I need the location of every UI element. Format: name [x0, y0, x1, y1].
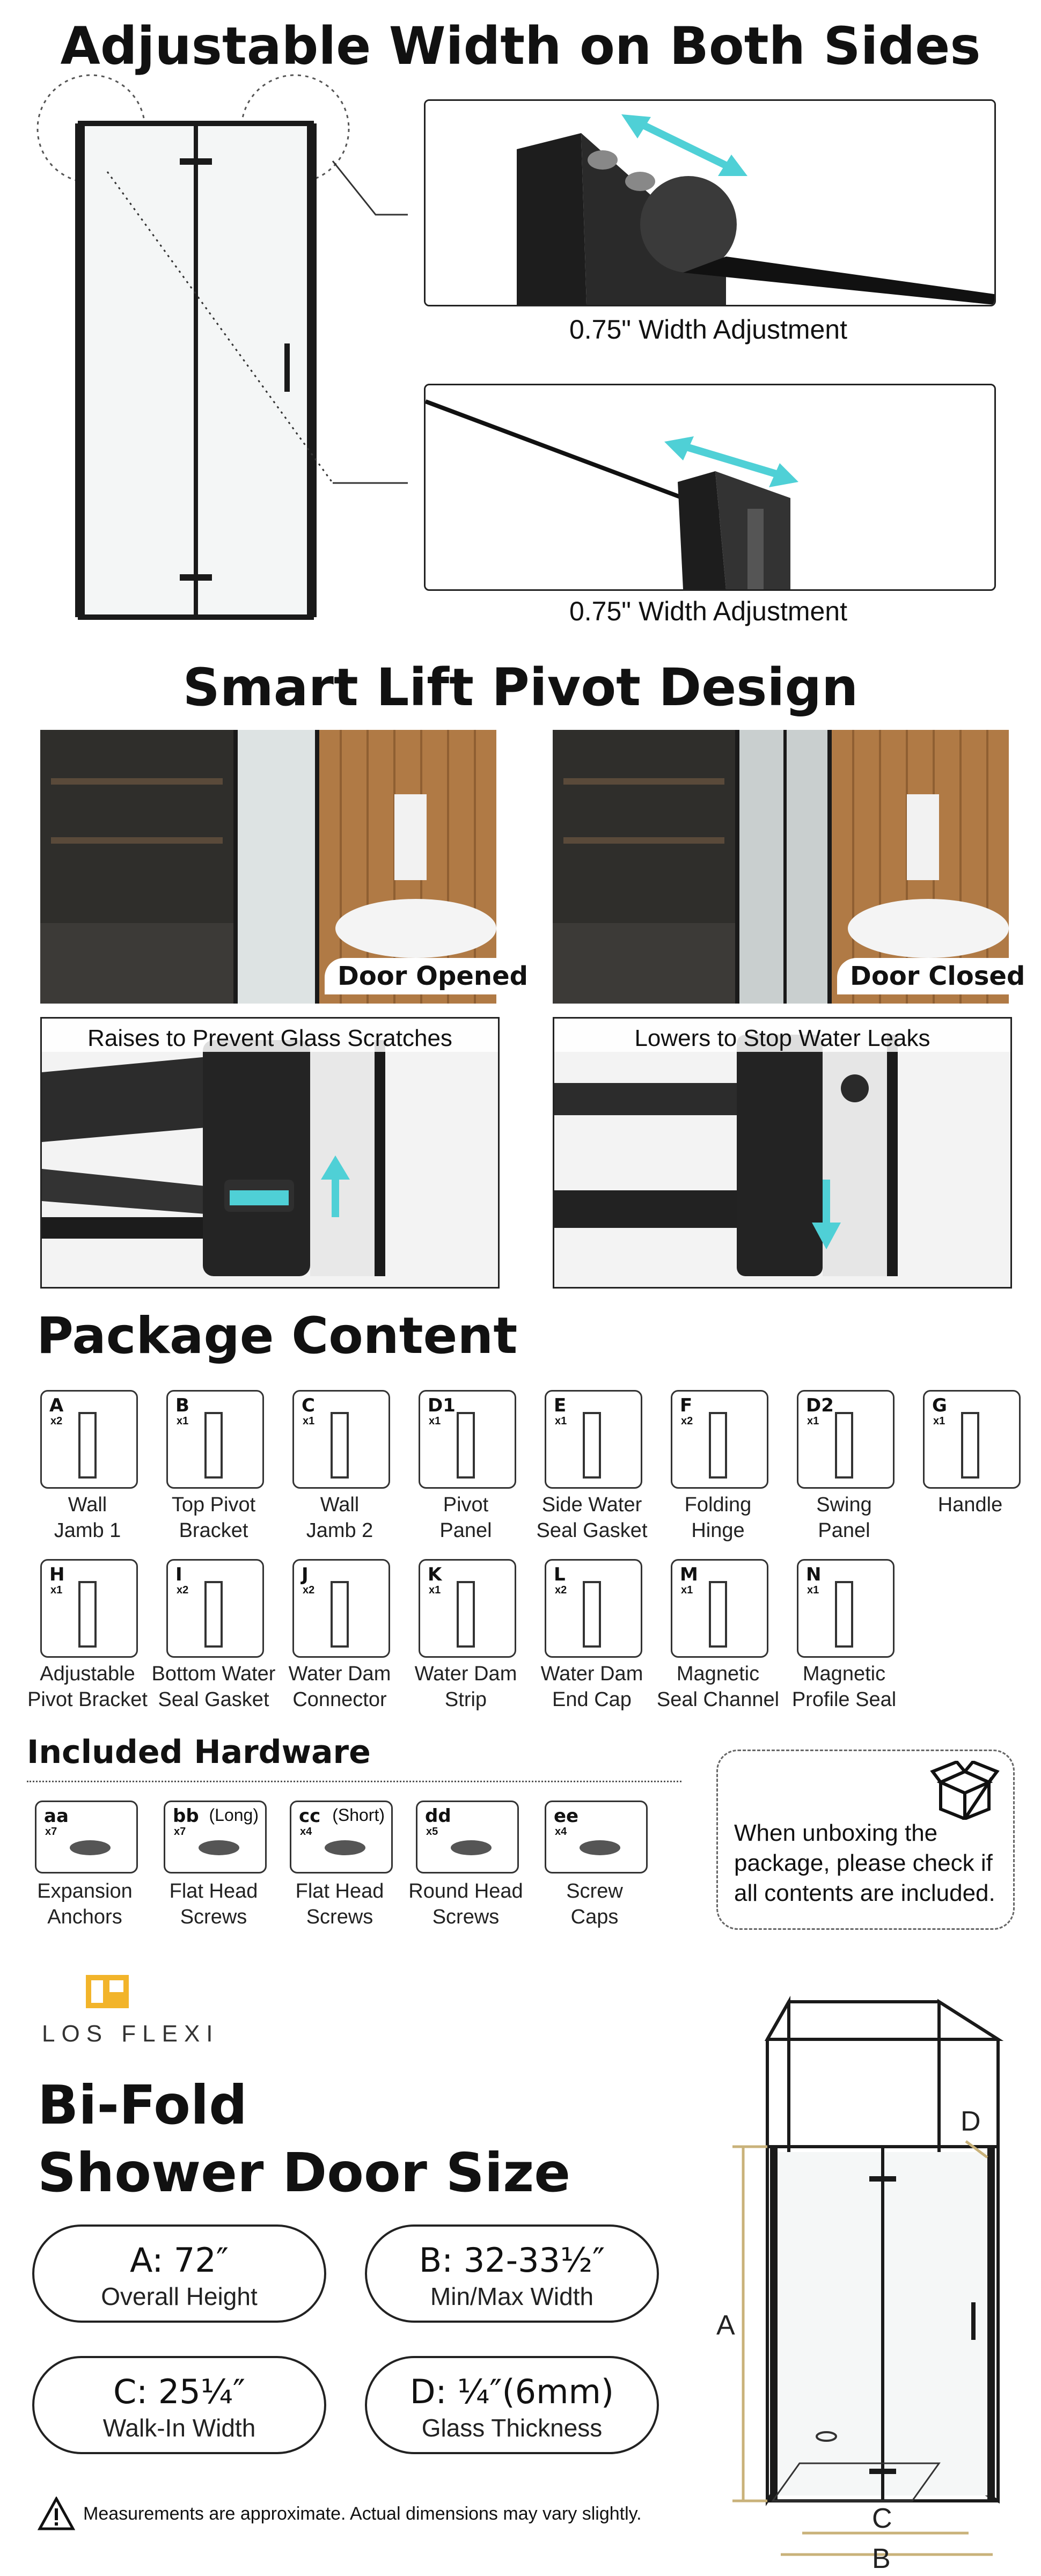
spec-pill	[32, 2224, 326, 2323]
spec-pill	[365, 2224, 659, 2323]
package-item-qty: x1	[807, 1584, 819, 1596]
spec-value: D: ¼″(6mm)	[409, 2372, 614, 2411]
package-part-icon	[420, 1561, 515, 1656]
package-part-icon	[42, 1561, 136, 1656]
package-item-code: G	[932, 1395, 947, 1416]
spec-label: Glass Thickness	[421, 2414, 603, 2442]
warning-icon	[38, 2497, 75, 2531]
package-part-icon	[168, 1392, 262, 1487]
package-item-qty: x1	[933, 1415, 945, 1427]
spec-label: Overall Height	[101, 2282, 258, 2310]
hardware-item-qty: x5	[426, 1826, 438, 1838]
hardware-item-note: (Long)	[209, 1805, 259, 1825]
spec-pill	[32, 2356, 326, 2454]
package-title: Package Content	[36, 1307, 518, 1365]
package-part-icon	[672, 1561, 767, 1656]
package-item-qty: x2	[50, 1415, 63, 1427]
spec-pill	[365, 2356, 659, 2454]
spec-label: Walk-In Width	[102, 2414, 256, 2442]
package-item-name: Top Pivot Bracket	[171, 1494, 256, 1542]
package-item-name: Folding Hinge	[684, 1494, 752, 1542]
hardware-item-code: ee	[554, 1805, 579, 1827]
package-item-name: Pivot Panel	[439, 1494, 492, 1542]
tag-door-closed: Door Closed	[837, 958, 1038, 994]
size-title-line2: Shower Door Size	[38, 2141, 571, 2204]
package-item-name: Wall Jamb 1	[54, 1494, 121, 1542]
hardware-item-code: aa	[44, 1805, 69, 1827]
spec-value: C: 25¼″	[113, 2372, 246, 2411]
package-item-n	[797, 1559, 895, 1658]
unboxing-note-text: When unboxing the package, please check if all contents are included.	[734, 1820, 995, 1906]
package-item-qty: x2	[555, 1584, 567, 1596]
package-item-b	[166, 1390, 264, 1489]
hardware-item-aa	[35, 1801, 138, 1874]
door-diagram-adjustable	[32, 64, 408, 644]
package-item-qty: x1	[177, 1415, 189, 1427]
package-item-code: B	[175, 1395, 189, 1416]
package-part-icon	[42, 1392, 136, 1487]
unboxing-note	[716, 1750, 1015, 1930]
package-item-name: Water Dam End Cap	[540, 1663, 643, 1711]
package-item-k	[419, 1559, 516, 1658]
zoom-bottom-jamb	[424, 384, 996, 591]
package-item-qty: x1	[555, 1415, 567, 1427]
package-item-code: J	[302, 1564, 309, 1585]
shower-size-diagram	[687, 1986, 1030, 2571]
package-part-icon	[798, 1561, 893, 1656]
brand-name: LOS FLEXI	[42, 2021, 219, 2047]
package-part-icon	[420, 1392, 515, 1487]
hardware-item-dd	[416, 1801, 519, 1874]
spec-value: A: 72″	[130, 2241, 229, 2280]
hardware-item-name: Round Head Screws	[408, 1880, 523, 1928]
package-item-name: Handle	[937, 1494, 1003, 1516]
package-item-name: Bottom Water Seal Gasket	[151, 1663, 276, 1711]
dim-label-d: D	[961, 2106, 981, 2137]
hardware-divider	[27, 1781, 681, 1782]
zoom-top-jamb	[424, 99, 996, 306]
package-item-code: D2	[806, 1395, 834, 1416]
hardware-item-code: cc	[299, 1805, 321, 1827]
package-item-name: Swing Panel	[816, 1494, 872, 1542]
hardware-item-qty: x7	[174, 1826, 186, 1838]
section1-title: Adjustable Width on Both Sides	[60, 16, 981, 76]
package-item-qty: x1	[807, 1415, 819, 1427]
size-title-line1: Bi-Fold	[38, 2074, 247, 2136]
package-item-code: C	[302, 1395, 315, 1416]
package-item-code: F	[680, 1395, 693, 1416]
dim-label-b: B	[872, 2543, 891, 2571]
package-item-code: A	[49, 1395, 64, 1416]
package-item-code: E	[554, 1395, 567, 1416]
hardware-item-cc	[290, 1801, 393, 1874]
package-item-f	[671, 1390, 768, 1489]
hardware-item-code: dd	[425, 1805, 451, 1827]
zoom-pivot-raise	[40, 1017, 500, 1289]
package-item-qty: x1	[303, 1415, 315, 1427]
zoom-left-label: Raises to Prevent Glass Scratches	[42, 1019, 498, 1052]
hardware-part-icon	[417, 1802, 517, 1872]
package-item-a	[40, 1390, 138, 1489]
package-item-qty: x1	[429, 1584, 441, 1596]
hardware-item-name: Screw Caps	[566, 1880, 623, 1928]
zoom-right-label: Lowers to Stop Water Leaks	[554, 1019, 1010, 1052]
package-item-j	[292, 1559, 390, 1658]
package-item-qty: x1	[429, 1415, 441, 1427]
caption-top: 0.75" Width Adjustment	[569, 314, 848, 345]
brand-logo-icon	[86, 1975, 140, 2018]
hardware-item-bb	[164, 1801, 267, 1874]
package-item-name: Magnetic Profile Seal	[791, 1663, 897, 1711]
package-part-icon	[294, 1561, 388, 1656]
dim-label-a: A	[716, 2310, 735, 2341]
package-item-qty: x2	[177, 1584, 189, 1596]
spec-label: Min/Max Width	[430, 2282, 594, 2310]
package-item-code: K	[428, 1564, 442, 1585]
hardware-item-note: (Short)	[332, 1805, 385, 1825]
package-item-qty: x1	[681, 1584, 693, 1596]
hardware-item-qty: x4	[555, 1826, 567, 1838]
package-item-code: D1	[428, 1395, 456, 1416]
package-item-code: L	[554, 1564, 566, 1585]
hardware-part-icon	[546, 1802, 646, 1872]
hardware-item-name: Flat Head Screws	[295, 1880, 384, 1928]
box-icon	[930, 1761, 1000, 1820]
package-item-name: Water Dam Connector	[288, 1663, 391, 1711]
zoom-pivot-lower	[553, 1017, 1012, 1289]
disclaimer-text: Measurements are approximate. Actual dimensions may vary slightly.	[83, 2504, 642, 2524]
package-item-g	[923, 1390, 1021, 1489]
package-part-icon	[798, 1392, 893, 1487]
spec-value: B: 32-33½″	[419, 2241, 605, 2280]
hardware-item-code: bb	[173, 1805, 199, 1827]
package-part-icon	[546, 1561, 641, 1656]
package-item-qty: x2	[303, 1584, 315, 1596]
package-item-h	[40, 1559, 138, 1658]
package-item-qty: x1	[50, 1584, 63, 1596]
package-item-code: N	[806, 1564, 822, 1585]
package-item-m	[671, 1559, 768, 1658]
package-part-icon	[672, 1392, 767, 1487]
package-item-name: Water Dam Strip	[414, 1663, 517, 1711]
package-item-e	[545, 1390, 642, 1489]
caption-bottom: 0.75" Width Adjustment	[569, 596, 848, 626]
hardware-title: Included Hardware	[27, 1733, 371, 1771]
package-part-icon	[168, 1561, 262, 1656]
package-item-qty: x2	[681, 1415, 693, 1427]
hardware-part-icon	[36, 1802, 136, 1872]
package-part-icon	[925, 1392, 1019, 1487]
package-item-d2	[797, 1390, 895, 1489]
package-item-code: M	[680, 1564, 698, 1585]
package-item-code: H	[49, 1564, 65, 1585]
package-item-name: Adjustable Pivot Bracket	[27, 1663, 148, 1711]
hardware-item-qty: x4	[300, 1826, 312, 1838]
package-item-name: Wall Jamb 2	[306, 1494, 373, 1542]
package-item-d1	[419, 1390, 516, 1489]
package-item-name: Magnetic Seal Channel	[656, 1663, 780, 1711]
section2-title: Smart Lift Pivot Design	[182, 657, 859, 718]
package-item-i	[166, 1559, 264, 1658]
tag-door-opened: Door Opened	[325, 958, 541, 994]
hardware-item-name: Flat Head Screws	[169, 1880, 258, 1928]
package-part-icon	[294, 1392, 388, 1487]
hardware-part-icon	[291, 1802, 391, 1872]
dim-label-c: C	[872, 2503, 892, 2534]
package-item-c	[292, 1390, 390, 1489]
size-title	[38, 2072, 570, 2207]
hardware-part-icon	[165, 1802, 265, 1872]
package-part-icon	[546, 1392, 641, 1487]
package-item-name: Side Water Seal Gasket	[536, 1494, 648, 1542]
hardware-item-qty: x7	[45, 1826, 57, 1838]
package-item-l	[545, 1559, 642, 1658]
package-item-code: I	[175, 1564, 182, 1585]
hardware-item-ee	[545, 1801, 648, 1874]
hardware-item-name: Expansion Anchors	[37, 1880, 133, 1928]
